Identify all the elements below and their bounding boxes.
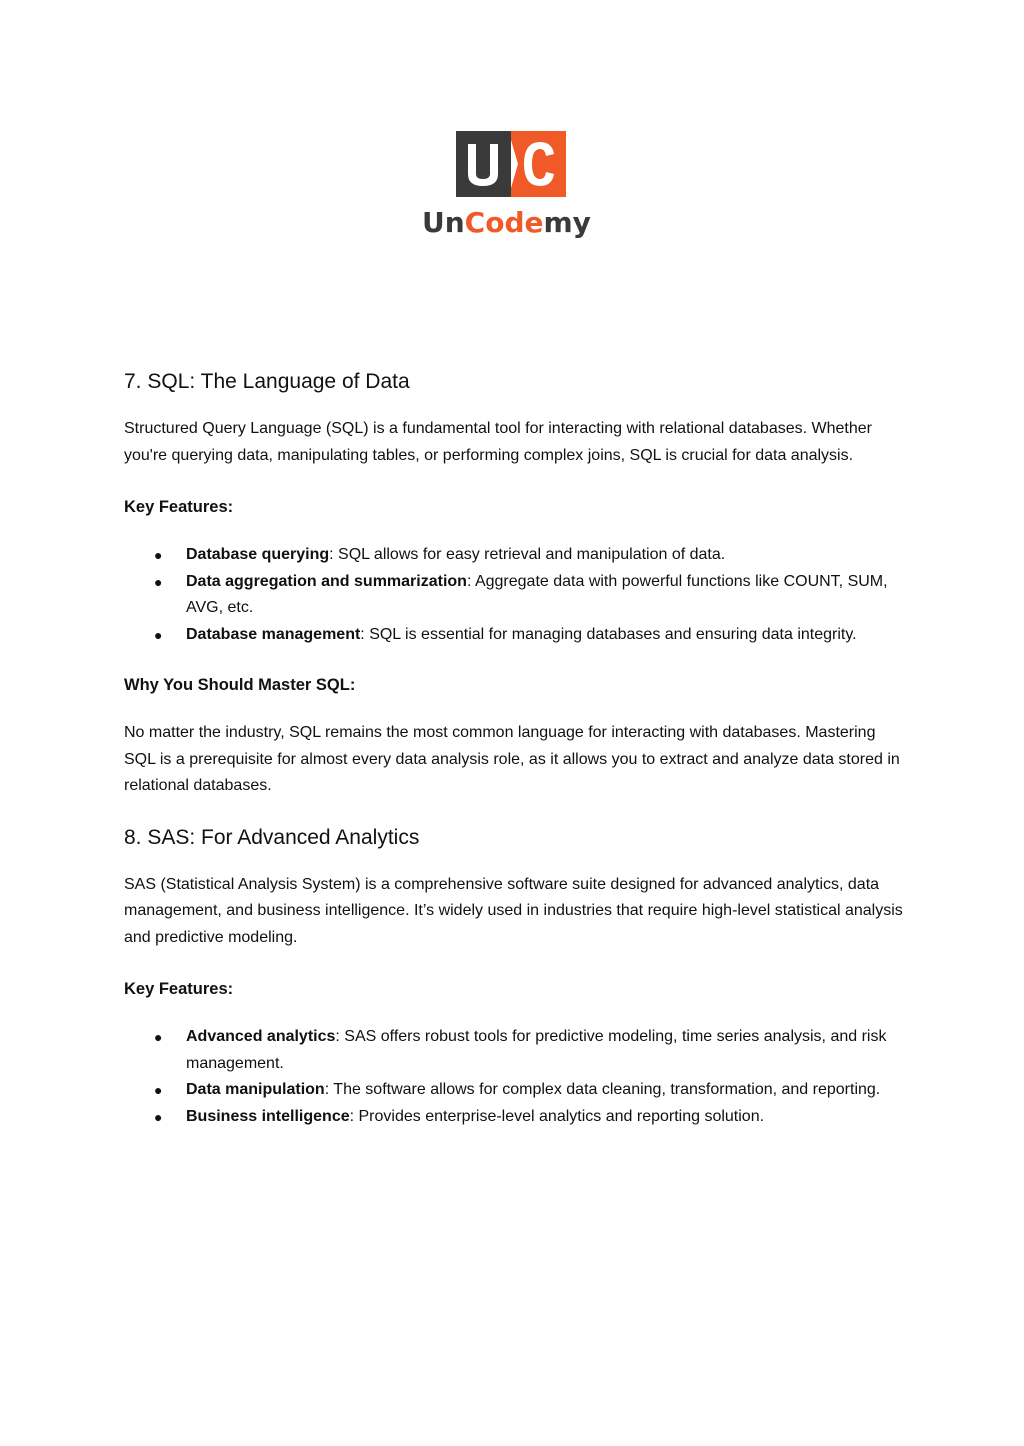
list-item	[124, 1104, 904, 1131]
feature-text: : Provides enterprise-level analytics and reporting solution.	[349, 1107, 765, 1125]
sas-intro: SAS (Statistical Analysis System) is a comprehensive software suite designed for advanced analytics, data management, and business intelligence. It’s widely used in industries that require high-level statistical analysis and predictive modeling.	[124, 875, 903, 946]
bullet-icon: ●	[154, 626, 163, 643]
feature-term: Business intelligence	[186, 1107, 350, 1125]
sql-intro: Structured Query Language (SQL) is a fundamental tool for interacting with relational databases. Whether you're querying data, manipulating tables, or performing complex joins, SQL is crucial for data analysis.	[124, 420, 872, 464]
list-item	[124, 569, 904, 622]
list-item	[124, 542, 904, 569]
feature-text: : Aggregate data with powerful functions like COUNT, SUM, AVG, etc.	[186, 572, 888, 616]
feature-term: Database querying	[186, 546, 330, 563]
feature-term: Database management	[186, 625, 361, 643]
bullet-icon: ●	[154, 573, 163, 590]
sql-key-features-heading: Key Features:	[124, 498, 234, 516]
sas-features-list	[124, 1024, 904, 1130]
list-item	[124, 1077, 904, 1104]
sas-key-features-heading: Key Features:	[124, 980, 234, 998]
article-body	[124, 364, 904, 1130]
logo-wordmark: UnCodemy	[422, 206, 591, 239]
feature-text: : SQL is essential for managing databases and ensuring data integrity.	[360, 625, 857, 643]
feature-text: : SAS offers robust tools for predictive modeling, time series analysis, and risk management.	[186, 1028, 887, 1072]
feature-text: : SQL allows for easy retrieval and manipulation of data.	[329, 546, 726, 563]
sas-heading: 8. SAS: For Advanced Analytics	[124, 825, 420, 849]
bullet-icon: ●	[154, 1108, 163, 1125]
list-item	[124, 1024, 904, 1077]
uncodemy-logo	[420, 128, 605, 243]
feature-term: Advanced analytics	[186, 1028, 336, 1045]
why-master-sql-heading: Why You Should Master SQL:	[124, 676, 356, 694]
feature-term: Data manipulation	[186, 1081, 325, 1098]
bullet-icon: ●	[154, 1029, 163, 1045]
bullet-icon: ●	[154, 547, 163, 563]
why-master-sql-text: No matter the industry, SQL remains the most common language for interacting with databases. Mastering SQL is a prerequisite for almost every data analysis role, as it allows you to extract and analyze data stored in relational databases.	[124, 724, 900, 794]
bullet-icon: ●	[154, 1082, 163, 1098]
feature-term: Data aggregation and summarization	[186, 572, 467, 590]
feature-text: : The software allows for complex data cleaning, transformation, and reporting.	[324, 1081, 881, 1098]
sql-features-list	[124, 542, 904, 648]
list-item	[124, 622, 904, 649]
sql-heading: 7. SQL: The Language of Data	[124, 370, 410, 393]
